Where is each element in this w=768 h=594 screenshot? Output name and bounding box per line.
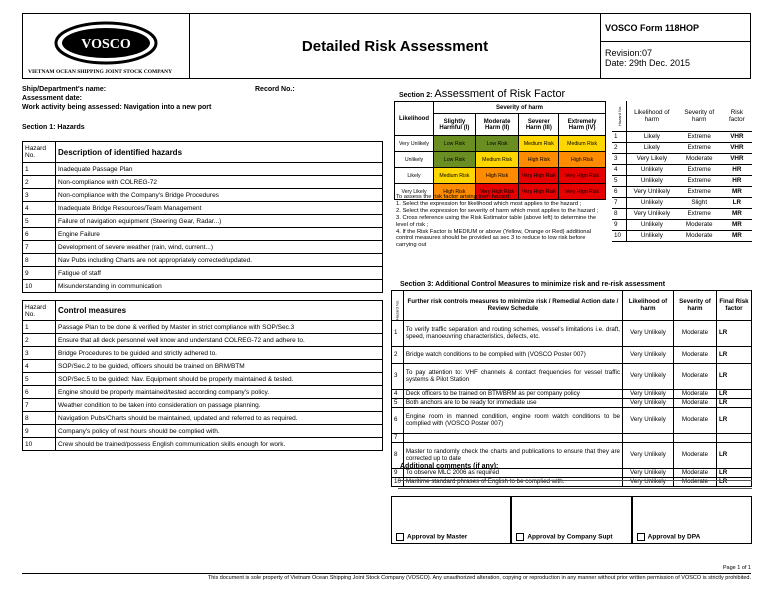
section3-measure: Bridge watch conditions to be complied with (VOSCO Poster 007) bbox=[403, 347, 622, 364]
risk-factor-table bbox=[612, 101, 752, 242]
control-row bbox=[23, 386, 383, 399]
section3-row bbox=[392, 478, 752, 487]
risk-cell: Medium Risk bbox=[434, 168, 476, 184]
approval-box bbox=[632, 496, 752, 544]
severity-col: Moderate Harm (II) bbox=[475, 114, 519, 136]
hazard-row bbox=[23, 215, 383, 228]
section3-no: 6 bbox=[392, 408, 404, 434]
factor-no: 1 bbox=[612, 131, 627, 142]
additional-controls-table bbox=[391, 290, 752, 487]
hazard-row bbox=[23, 202, 383, 215]
hazard-row bbox=[23, 280, 383, 293]
risk-cell: High Risk bbox=[559, 152, 606, 168]
severity-col: Slightly Harmful (I) bbox=[434, 114, 476, 136]
section3-likelihood: Very Unlikely bbox=[623, 408, 674, 434]
likelihood-header: Likelihood bbox=[395, 102, 434, 136]
section3-risk: LR bbox=[717, 364, 752, 390]
hazard-no: 3 bbox=[23, 189, 56, 202]
control-row bbox=[23, 321, 383, 334]
section3-measure: Both anchors are to be ready for immediate use bbox=[403, 399, 622, 408]
severity-col: Severer Harm (III) bbox=[519, 114, 559, 136]
section3-likelihood: Very Unlikely bbox=[623, 443, 674, 469]
hazard-no: 10 bbox=[23, 280, 56, 293]
hazard-row bbox=[23, 189, 383, 202]
hazard-row bbox=[23, 241, 383, 254]
hazard-desc: Non-compliance with the Company's Bridge Procedures bbox=[56, 189, 383, 202]
approval-checkbox[interactable] bbox=[516, 533, 612, 541]
approval-checkbox[interactable] bbox=[637, 533, 701, 541]
section3-likelihood: Very Unlikely bbox=[623, 347, 674, 364]
factor-likelihood: Very Likely bbox=[627, 153, 677, 164]
factor-risk: MR bbox=[722, 219, 752, 230]
section3-measure: To observe MLC 2006 as required bbox=[403, 469, 622, 478]
assessment-date-label: Assessment date: bbox=[22, 95, 82, 102]
section3-row bbox=[392, 408, 752, 434]
risk-cell: Very High Risk bbox=[519, 168, 559, 184]
section3-no: 3 bbox=[392, 364, 404, 390]
matrix-row bbox=[395, 152, 606, 168]
factor-severity: Moderate bbox=[677, 219, 722, 230]
section3-risk: LR bbox=[717, 321, 752, 347]
section3-severity: Moderate bbox=[674, 478, 717, 487]
severity-col: Extremely Harm (IV) bbox=[559, 114, 606, 136]
section3-row bbox=[392, 399, 752, 408]
factor-risk: MR bbox=[722, 230, 752, 241]
factor-row bbox=[612, 208, 752, 219]
control-desc: Crew should be trained/possess English communication skills enough for work. bbox=[56, 438, 383, 451]
hazard-no-header: Hazard No. bbox=[23, 142, 56, 163]
approval-label: Approval by DPA bbox=[647, 533, 701, 541]
section3-row bbox=[392, 434, 752, 443]
risk-cell: High Risk bbox=[434, 184, 476, 200]
section3-severity: Moderate bbox=[674, 408, 717, 434]
section3-severity: Moderate bbox=[674, 347, 717, 364]
control-desc: Company's policy of rest hours should be complied with. bbox=[56, 425, 383, 438]
factor-no: 3 bbox=[612, 153, 627, 164]
risk-cell: Medium Risk bbox=[475, 152, 519, 168]
section3-severity: Moderate bbox=[674, 364, 717, 390]
factor-row bbox=[612, 142, 752, 153]
factor-severity: Extreme bbox=[677, 142, 722, 153]
factor-risk: VHR bbox=[722, 131, 752, 142]
section3-col-header: Hazard No. bbox=[392, 291, 404, 321]
work-activity: Work activity being assessed: Navigation into a new port bbox=[22, 104, 212, 111]
section3-measure: To pay attention to: VHF channels & contact frequencies for vessel traffic systems & Pilot Station bbox=[403, 364, 622, 390]
control-desc-header: Control measures bbox=[56, 301, 383, 321]
section3-severity: Moderate bbox=[674, 321, 717, 347]
section3-likelihood: Very Unlikely bbox=[623, 469, 674, 478]
factor-likelihood: Unlikely bbox=[627, 219, 677, 230]
control-no: 7 bbox=[23, 399, 56, 412]
factor-no: 2 bbox=[612, 142, 627, 153]
hazard-no: 8 bbox=[23, 254, 56, 267]
factor-likelihood: Unlikely bbox=[627, 230, 677, 241]
hazard-desc: Nav Pubs including Charts are not appropriately corrected/updated. bbox=[56, 254, 383, 267]
control-no: 1 bbox=[23, 321, 56, 334]
section3-measure: Maritime standard phrases of English to be complied with. bbox=[403, 478, 622, 487]
factor-risk: LR bbox=[722, 197, 752, 208]
hazard-no: 7 bbox=[23, 241, 56, 254]
hazard-desc: Non-compliance with COLREG-72 bbox=[56, 176, 383, 189]
risk-cell: Low Risk bbox=[434, 152, 476, 168]
severity-header: Severity of harm bbox=[434, 102, 606, 114]
section3-risk: LR bbox=[717, 390, 752, 399]
control-no: 8 bbox=[23, 412, 56, 425]
form-date: Date: 29th Dec. 2015 bbox=[605, 58, 691, 68]
factor-likelihood: Unlikely bbox=[627, 164, 677, 175]
risk-instructions bbox=[396, 194, 604, 249]
page-title: Detailed Risk Assessment bbox=[190, 13, 601, 79]
section3-severity: Moderate bbox=[674, 443, 717, 469]
hazard-no: 2 bbox=[23, 176, 56, 189]
likelihood-label: Very Likely bbox=[395, 184, 434, 200]
section3-severity: Moderate bbox=[674, 469, 717, 478]
factor-severity: Moderate bbox=[677, 153, 722, 164]
risk-cell: Very High Risk bbox=[559, 168, 606, 184]
logo-area bbox=[22, 13, 190, 79]
section3-likelihood: Very Unlikely bbox=[623, 478, 674, 487]
factor-likelihood: Unlikely bbox=[627, 197, 677, 208]
factor-row bbox=[612, 186, 752, 197]
section3-col-header: Likelihood of harm bbox=[623, 291, 674, 321]
form-number: VOSCO Form 118HOP bbox=[601, 13, 751, 42]
control-row bbox=[23, 399, 383, 412]
section3-col-header: Further risk controls measures to minimize risk / Remedial Action date / Review Schedule bbox=[403, 291, 622, 321]
risk-cell: Low Risk bbox=[475, 136, 519, 152]
risk-cell: High Risk bbox=[475, 168, 519, 184]
instruction-line: 3. Cross reference using the Risk Estimator table (above left) to determine the level of risk ; bbox=[396, 214, 597, 228]
factor-risk: VHR bbox=[722, 153, 752, 164]
factor-severity: Slight bbox=[677, 197, 722, 208]
factor-col-header: Likelihood of harm bbox=[627, 101, 677, 131]
section3-likelihood bbox=[623, 434, 674, 443]
instruction-line: 4. If the Risk Factor is MEDIUM or above (Yellow, Orange or Red) additional control measures should be provided as sec 3 to reduce to low risk before carrying out bbox=[396, 228, 592, 249]
control-no: 6 bbox=[23, 386, 56, 399]
factor-likelihood: Very Unlikely bbox=[627, 208, 677, 219]
factor-severity: Extreme bbox=[677, 131, 722, 142]
likelihood-label: Very Unlikely bbox=[395, 136, 434, 152]
factor-likelihood: Very Unlikely bbox=[627, 186, 677, 197]
control-no: 5 bbox=[23, 373, 56, 386]
factor-risk: HR bbox=[722, 164, 752, 175]
footer-line bbox=[22, 573, 751, 574]
risk-cell: Very High Risk bbox=[475, 184, 519, 200]
factor-row bbox=[612, 131, 752, 142]
section3-no: 10 bbox=[392, 478, 404, 487]
comments-label: Additional comments (if any): bbox=[400, 463, 499, 470]
section3-col-header: Final Risk factor bbox=[717, 291, 752, 321]
section3-likelihood: Very Unlikely bbox=[623, 390, 674, 399]
control-desc: Engine should be properly maintained/tested according company's policy. bbox=[56, 386, 383, 399]
factor-risk: HR bbox=[722, 175, 752, 186]
factor-no: 9 bbox=[612, 219, 627, 230]
factor-severity: Extreme bbox=[677, 186, 722, 197]
hazard-no: 6 bbox=[23, 228, 56, 241]
section3-row bbox=[392, 364, 752, 390]
company-name: VIETNAM OCEAN SHIPPING JOINT STOCK COMPANY bbox=[28, 69, 173, 75]
factor-row bbox=[612, 230, 752, 241]
hazard-no: 1 bbox=[23, 163, 56, 176]
hazard-row bbox=[23, 176, 383, 189]
section3-row bbox=[392, 347, 752, 364]
section3-likelihood: Very Unlikely bbox=[623, 321, 674, 347]
factor-row bbox=[612, 153, 752, 164]
section3-likelihood: Very Unlikely bbox=[623, 399, 674, 408]
control-desc: Ensure that all deck personnel well know and understand COLREG-72 and adhere to. bbox=[56, 334, 383, 347]
factor-severity: Moderate bbox=[677, 230, 722, 241]
factor-no: 8 bbox=[612, 208, 627, 219]
section3-no: 1 bbox=[392, 321, 404, 347]
hazard-row bbox=[23, 254, 383, 267]
section3-measure: Deck officers to be trained on BTM/BRM as per company policy bbox=[403, 390, 622, 399]
section3-risk: LR bbox=[717, 347, 752, 364]
section3-row bbox=[392, 390, 752, 399]
risk-cell: Very High Risk bbox=[519, 184, 559, 200]
revision: Revision:07 bbox=[605, 48, 653, 58]
checkbox-icon[interactable] bbox=[516, 533, 524, 541]
control-desc: Passage Plan to be done & verified by Master in strict compliance with SOP/Sec.3 bbox=[56, 321, 383, 334]
control-row bbox=[23, 373, 383, 386]
section1-title: Section 1: Hazards bbox=[22, 124, 85, 131]
footer-notice: This document is sole property of Vietnam Ocean Shipping Joint Stock Company (VOSCO). Any unauthorized alteration, copying or reproduction in any manner without prior written permission of VOSCO is strictly prohibited. bbox=[207, 575, 751, 581]
ship-name-label: Ship/Department's name: bbox=[22, 86, 107, 93]
section3-measure: To verify traffic separation and routing schemes, vessel's limitations i.e. draft, speed, manoeuvring characteristics, defects, etc. bbox=[403, 321, 622, 347]
hazard-desc: Failure of navigation equipment (Steering Gear, Radar...) bbox=[56, 215, 383, 228]
section3-risk: LR bbox=[717, 443, 752, 469]
control-desc: SOP/Sec.2 to be guided, officers should be trained on BRM/BTM bbox=[56, 360, 383, 373]
likelihood-label: Likely bbox=[395, 168, 434, 184]
section2-title: Section 2: Assessment of Risk Factor bbox=[399, 88, 566, 100]
form-info bbox=[601, 13, 751, 79]
likelihood-label: Unlikely bbox=[395, 152, 434, 168]
instruction-line: To assess the risk factor arising from hazard: bbox=[396, 194, 512, 200]
hazard-desc: Inadequate Bridge Resources/Team Management bbox=[56, 202, 383, 215]
hazard-desc: Inadequate Passage Plan bbox=[56, 163, 383, 176]
factor-row bbox=[612, 197, 752, 208]
factor-likelihood: Likely bbox=[627, 142, 677, 153]
factor-severity: Extreme bbox=[677, 175, 722, 186]
factor-risk: MR bbox=[722, 208, 752, 219]
section3-risk: LR bbox=[717, 469, 752, 478]
comment-line bbox=[398, 488, 752, 489]
factor-row bbox=[612, 175, 752, 186]
approval-label: Approval by Company Supt bbox=[527, 533, 613, 541]
hazard-desc-header: Description of identified hazards bbox=[56, 142, 383, 163]
factor-col-header: Hazard No. bbox=[612, 101, 627, 131]
section3-title: Section 3: Additional Control Measures to minimize risk and re-risk assessment bbox=[400, 281, 666, 288]
section3-col-header: Severity of harm bbox=[674, 291, 717, 321]
approval-box bbox=[511, 496, 631, 544]
hazards-table bbox=[22, 141, 383, 293]
checkbox-icon[interactable] bbox=[637, 533, 645, 541]
hazard-no: 4 bbox=[23, 202, 56, 215]
risk-cell: Medium Risk bbox=[559, 136, 606, 152]
section3-likelihood: Very Unlikely bbox=[623, 364, 674, 390]
section3-risk: LR bbox=[717, 408, 752, 434]
factor-likelihood: Likely bbox=[627, 131, 677, 142]
section3-risk: LR bbox=[717, 399, 752, 408]
vosco-logo-icon bbox=[22, 13, 190, 69]
page-number: Page 1 of 1 bbox=[722, 565, 751, 571]
hazard-desc: Engine Failure bbox=[56, 228, 383, 241]
control-row bbox=[23, 334, 383, 347]
approval-label: Approval by Master bbox=[407, 533, 468, 541]
factor-risk: MR bbox=[722, 186, 752, 197]
control-row bbox=[23, 425, 383, 438]
section3-severity: Moderate bbox=[674, 399, 717, 408]
factor-col-header: Risk factor bbox=[722, 101, 752, 131]
factor-row bbox=[612, 219, 752, 230]
section3-row bbox=[392, 321, 752, 347]
hazard-desc: Misunderstanding in communication bbox=[56, 280, 383, 293]
hazard-desc: Development of severe weather (rain, wind, current...) bbox=[56, 241, 383, 254]
control-no-header: Hazard No. bbox=[23, 301, 56, 321]
matrix-row bbox=[395, 168, 606, 184]
risk-matrix bbox=[394, 101, 606, 200]
factor-col-header: Severity of harm bbox=[677, 101, 722, 131]
risk-cell: High Risk bbox=[519, 152, 559, 168]
factor-no: 7 bbox=[612, 197, 627, 208]
instruction-line: 1. Select the expression for likelihood which most applies to the hazard ; bbox=[396, 200, 582, 207]
logo-text: VOSCO bbox=[81, 37, 131, 52]
factor-risk: VHR bbox=[722, 142, 752, 153]
section3-severity bbox=[674, 434, 717, 443]
section3-measure: Engine room in manned condition, engine room watch conditions to be complied with (VOSCO Poster 007) bbox=[403, 408, 622, 434]
section3-risk: LR bbox=[717, 478, 752, 487]
record-no-label: Record No.: bbox=[255, 86, 295, 93]
factor-no: 10 bbox=[612, 230, 627, 241]
factor-no: 4 bbox=[612, 164, 627, 175]
section3-no: 9 bbox=[392, 469, 404, 478]
factor-row bbox=[612, 164, 752, 175]
comment-line bbox=[398, 480, 752, 481]
control-desc: SOP/Sec.5 to be guided: Nav. Equipment should be properly maintained & tested. bbox=[56, 373, 383, 386]
control-no: 10 bbox=[23, 438, 56, 451]
hazard-row bbox=[23, 267, 383, 280]
control-desc: Weather condition to be taken into consideration on passage planning. bbox=[56, 399, 383, 412]
control-no: 3 bbox=[23, 347, 56, 360]
factor-likelihood: Unlikely bbox=[627, 175, 677, 186]
factor-severity: Extreme bbox=[677, 164, 722, 175]
approval-box bbox=[391, 496, 511, 544]
section3-no: 7 bbox=[392, 434, 404, 443]
section3-no: 2 bbox=[392, 347, 404, 364]
section3-measure: Master to randomly check the charts and publications to ensure that they are corrected up to date bbox=[403, 443, 622, 469]
approval-boxes bbox=[391, 496, 752, 544]
hazard-row bbox=[23, 228, 383, 241]
control-no: 9 bbox=[23, 425, 56, 438]
control-measures-table bbox=[22, 300, 383, 451]
section3-no: 5 bbox=[392, 399, 404, 408]
hazard-no: 5 bbox=[23, 215, 56, 228]
factor-no: 5 bbox=[612, 175, 627, 186]
hazard-desc: Fatigue of staff bbox=[56, 267, 383, 280]
control-no: 2 bbox=[23, 334, 56, 347]
control-no: 4 bbox=[23, 360, 56, 373]
section3-no: 8 bbox=[392, 443, 404, 469]
approval-checkbox[interactable] bbox=[396, 533, 467, 541]
instruction-line: 2. Select the expression for severity of harm which most applies to the hazard ; bbox=[396, 207, 599, 214]
control-desc: Navigation Pubs/Charts should be maintained, updated and referred to as required. bbox=[56, 412, 383, 425]
factor-severity: Extreme bbox=[677, 208, 722, 219]
control-row bbox=[23, 347, 383, 360]
section3-no: 4 bbox=[392, 390, 404, 399]
hazard-no: 9 bbox=[23, 267, 56, 280]
section3-risk bbox=[717, 434, 752, 443]
checkbox-icon[interactable] bbox=[396, 533, 404, 541]
section3-measure bbox=[403, 434, 622, 443]
control-row bbox=[23, 360, 383, 373]
control-desc: Bridge Procedures to be guided and strictly adhered to. bbox=[56, 347, 383, 360]
matrix-row bbox=[395, 136, 606, 152]
control-row bbox=[23, 438, 383, 451]
risk-cell: Medium Risk bbox=[519, 136, 559, 152]
risk-cell: Low Risk bbox=[434, 136, 476, 152]
section3-severity: Moderate bbox=[674, 390, 717, 399]
control-row bbox=[23, 412, 383, 425]
factor-no: 6 bbox=[612, 186, 627, 197]
hazard-row bbox=[23, 163, 383, 176]
risk-cell: Very High Risk bbox=[559, 184, 606, 200]
